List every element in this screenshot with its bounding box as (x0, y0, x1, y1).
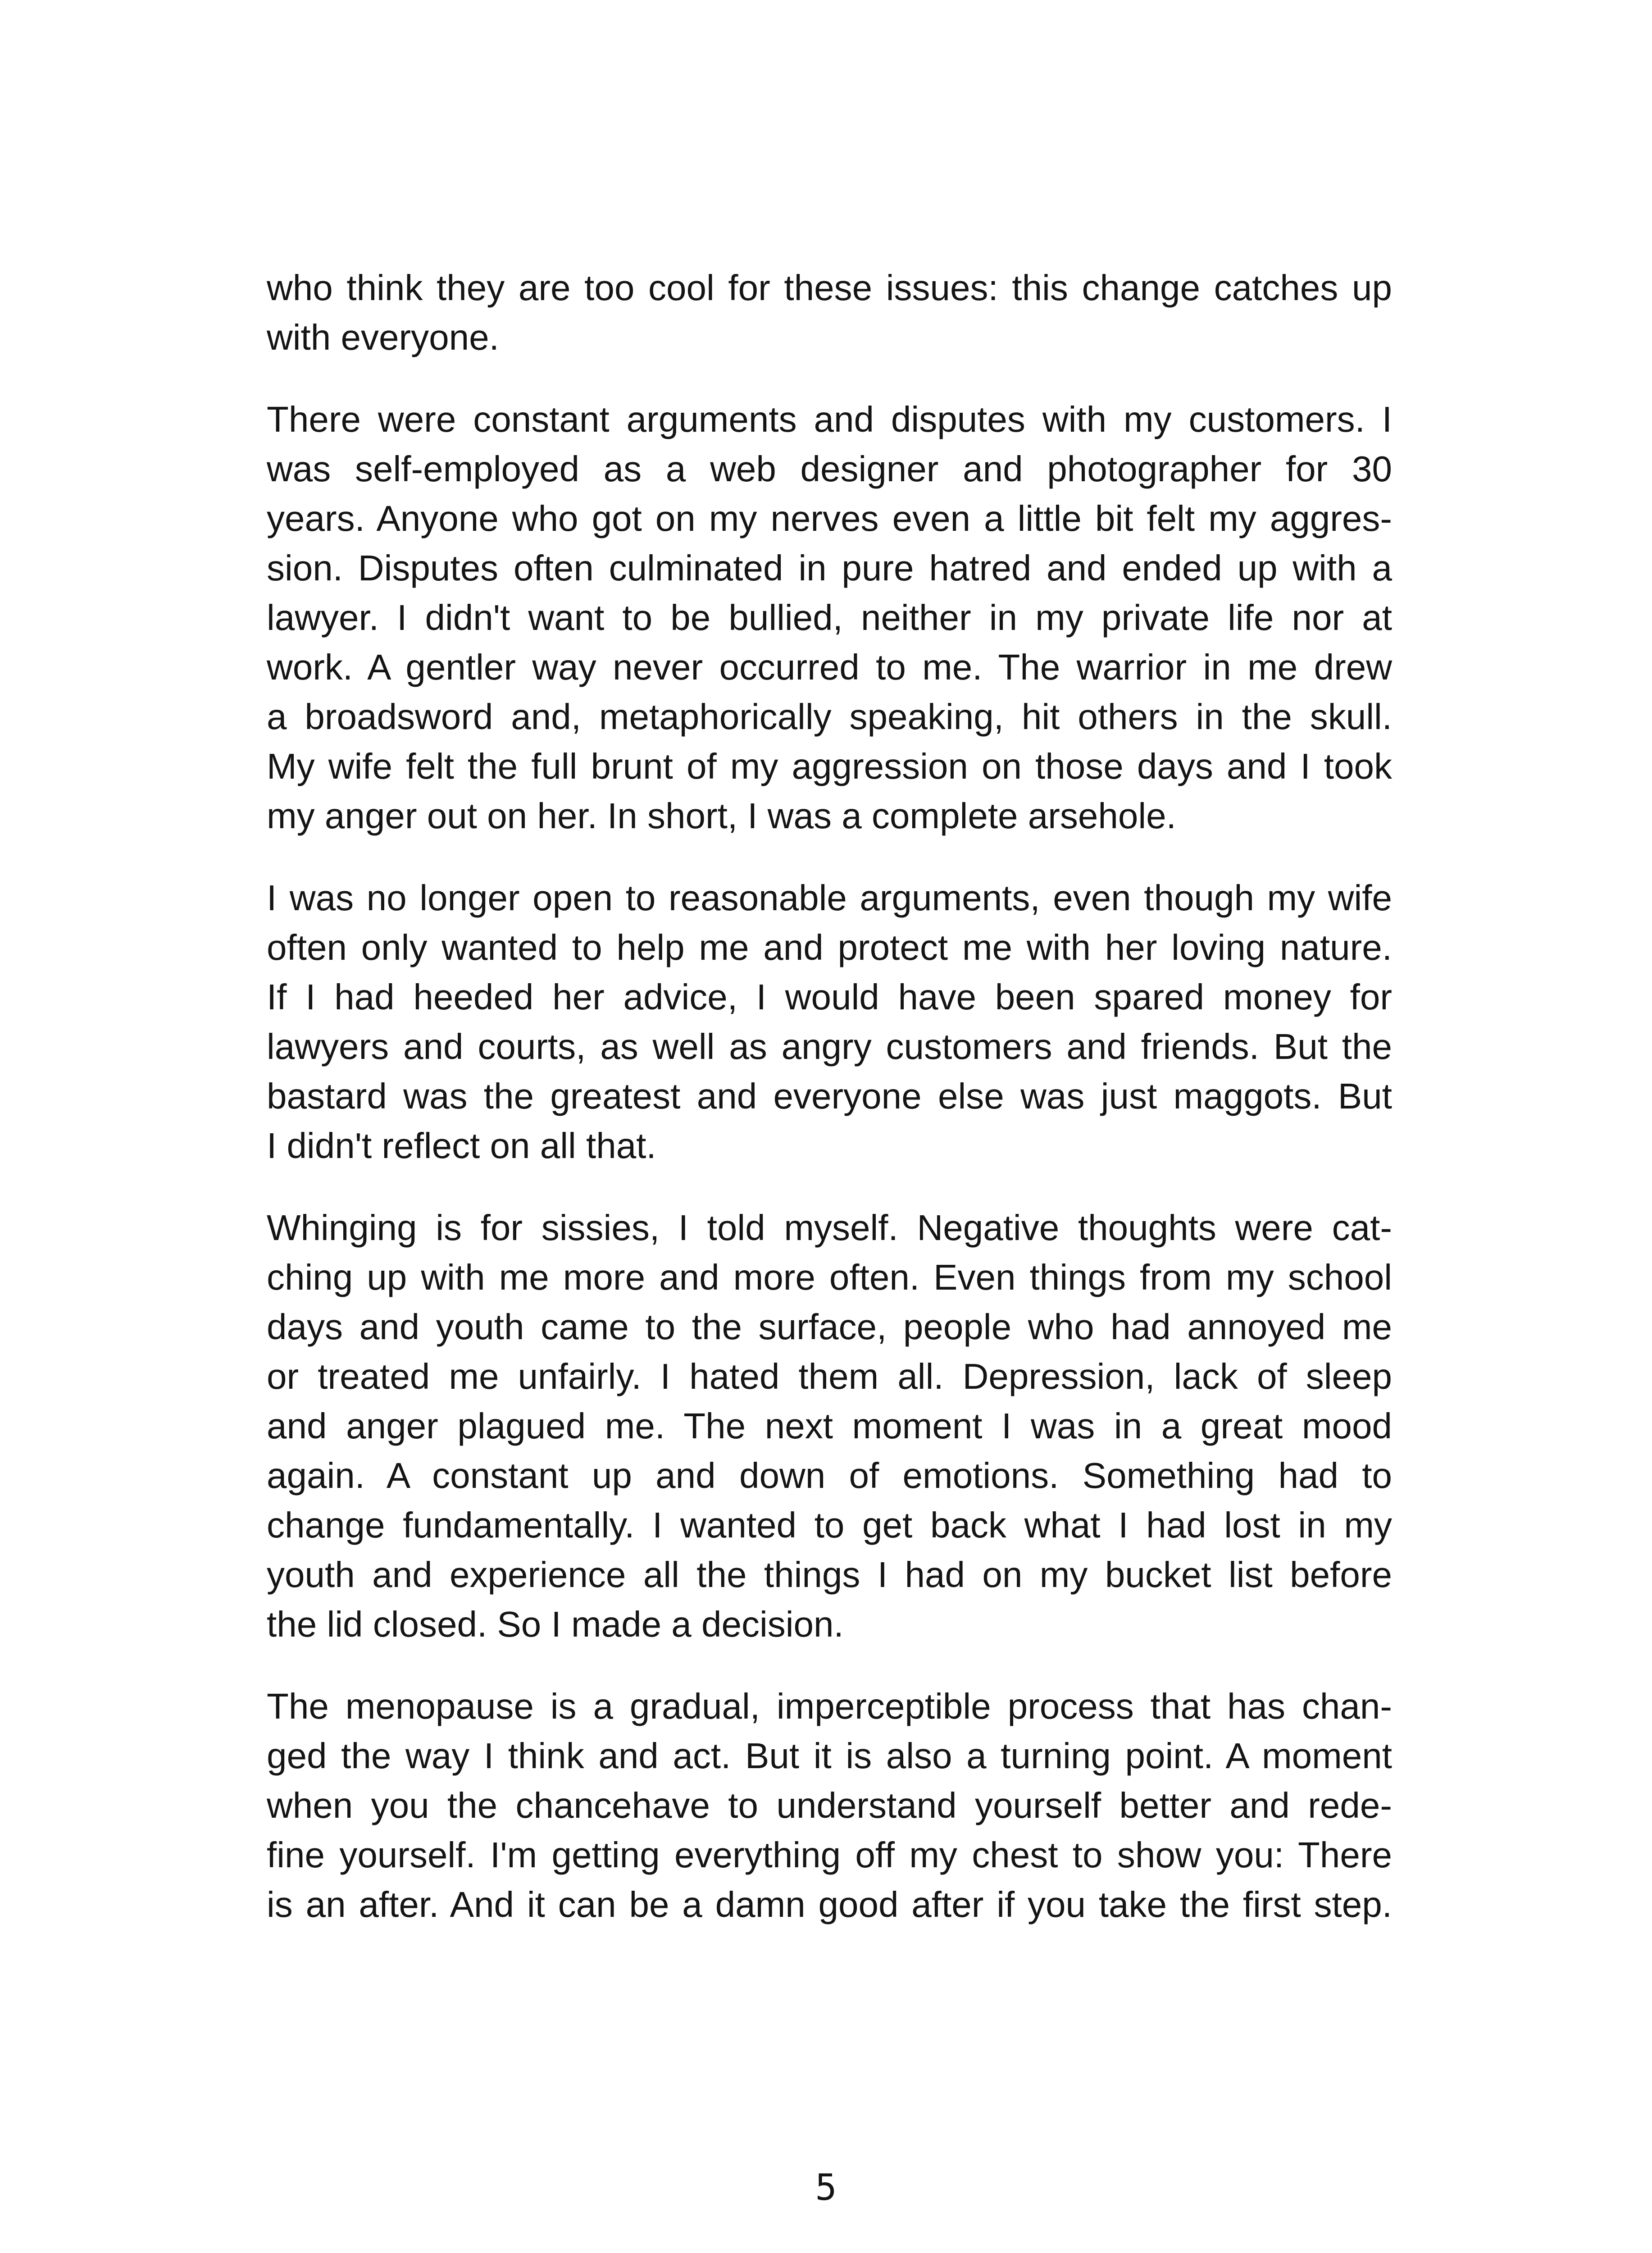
text-line: youth and experience all the things I had on my bucket list before (267, 1555, 1392, 1595)
text-line: with everyone. (267, 317, 499, 357)
text-line: days and youth came to the surface, people who had annoyed me (267, 1307, 1392, 1347)
text-line: and anger plagued me. The next moment I was in a great mood (267, 1406, 1392, 1446)
text-line: change fundamentally. I wanted to get back what I had lost in my (267, 1505, 1392, 1545)
text-line: There were constant arguments and disputes with my customers. I (267, 399, 1392, 439)
text-line: The menopause is a gradual, imperceptible process that has chan- (267, 1686, 1392, 1726)
paragraph-1 (267, 263, 1392, 362)
text-line: fine yourself. I'm getting everything off my chest to show you: There (267, 1835, 1392, 1875)
text-line: work. A gentler way never occurred to me. The warrior in me drew (267, 647, 1392, 687)
text-line: again. A constant up and down of emotions. Something had to (267, 1455, 1392, 1496)
text-line: who think they are too cool for these issues: this change catches up (267, 268, 1392, 308)
text-line: I was no longer open to reasonable arguments, even though my wife (267, 878, 1392, 918)
paragraph-2 (267, 395, 1392, 841)
text-line: often only wanted to help me and protect me with her loving nature. (267, 927, 1392, 967)
text-line: years. Anyone who got on my nerves even a little bit felt my aggres- (267, 498, 1392, 538)
text-line: lawyers and courts, as well as angry customers and friends. But the (267, 1026, 1392, 1067)
text-line: a broadsword and, metaphorically speaking, hit others in the skull. (267, 697, 1392, 737)
text-line: ged the way I think and act. But it is also a turning point. A moment (267, 1736, 1392, 1776)
body-text (267, 263, 1392, 1962)
page-number: 5 (815, 2166, 837, 2208)
text-line: bastard was the greatest and everyone else was just maggots. But (267, 1076, 1392, 1116)
text-line: I didn't reflect on all that. (267, 1126, 656, 1166)
paragraph-3 (267, 873, 1392, 1171)
text-line: lawyer. I didn't want to be bullied, neither in my private life nor at (267, 597, 1392, 638)
paragraph-4 (267, 1203, 1392, 1649)
text-line: sion. Disputes often culminated in pure hatred and ended up with a (267, 548, 1392, 588)
text-line: or treated me unfairly. I hated them all. Depression, lack of sleep (267, 1356, 1392, 1396)
paragraph-5 (267, 1682, 1392, 1929)
text-line: was self-employed as a web designer and photographer for 30 (267, 449, 1392, 489)
text-line: ching up with me more and more often. Even things from my school (267, 1257, 1392, 1297)
text-line: when you the chancehave to understand yourself better and rede- (267, 1785, 1392, 1825)
text-line: Whinging is for sissies, I told myself. Negative thoughts were cat- (267, 1208, 1392, 1248)
text-line: is an after. And it can be a damn good after if you take the first step. (267, 1884, 1392, 1925)
text-line: My wife felt the full brunt of my aggression on those days and I took (267, 746, 1392, 786)
text-line: the lid closed. So I made a decision. (267, 1604, 844, 1644)
text-line: my anger out on her. In short, I was a complete arsehole. (267, 796, 1176, 836)
text-line: If I had heeded her advice, I would have been spared money for (267, 977, 1392, 1017)
